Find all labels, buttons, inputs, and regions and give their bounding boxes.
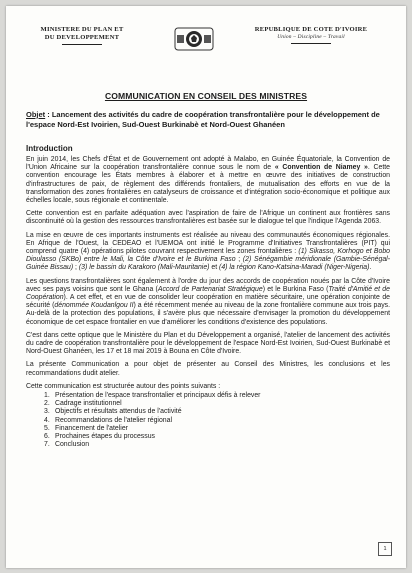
paragraph-6: La présente Communication a pour objet de présenter au Conseil des Ministres, les conclusions et les recommandations dudit atelier. bbox=[26, 361, 390, 377]
list-item bbox=[44, 417, 390, 425]
list-item-number: 4. bbox=[44, 416, 50, 424]
p3-sep-3: et bbox=[209, 264, 220, 272]
p3-sep-2: ; bbox=[73, 264, 79, 272]
page-number: 1 bbox=[378, 542, 392, 556]
p3-zone-1: (1) Sikasso, Korhogo et Bobo Dioulasso (SKBo) entre le Mali, la Côte d'Ivoire et le Burkina Faso bbox=[26, 248, 391, 264]
p1-text-c: . Cette convention encourage les États membres à élaborer et à mettre en œuvre des initiatives de construction d'infrastructures de paix, de règlement des différends frontaliers, de mutualisation des efforts en vue de la transformation des zones frontalières en catalyseurs de croissance et d'intégration socio-économique et politique aux échelles locale, sous régionale et continentale. bbox=[26, 164, 390, 205]
paragraph-5: C'est dans cette optique que le Ministère du Plan et du Développement a organisé, l'atelier de lancement des activités du cadre de coopération transfrontalière pour le développement de l'espace Nord-Est Ivoirien, Sud-Ouest Burkinabè et Nord-Ouest Ghanéen, les 17 et 18 mai 2019 à Bouna en Côte d'Ivoire. bbox=[26, 331, 390, 356]
republic-header bbox=[236, 26, 386, 44]
ministry-header bbox=[30, 26, 134, 45]
coat-of-arms-icon bbox=[174, 26, 214, 52]
p4-text-a: Les questions transfrontalières sont également à l'ordre du jour des accords de coopération noués par la Côte d'Ivoire avec ses pays voisins que sont le Ghana ( bbox=[26, 277, 390, 293]
list-item bbox=[44, 433, 390, 441]
list-item-number: 3. bbox=[44, 408, 50, 416]
list-item bbox=[44, 400, 390, 408]
list-item-text: Prochaines étapes du processus bbox=[55, 433, 155, 441]
list-item bbox=[44, 441, 390, 449]
p1-convention-name: « Convention de Niamey » bbox=[274, 164, 368, 172]
subject-text: : Lancement des activités du cadre de coopération transfrontalière pour le développement de l'espace Nord-Est Ivoirien, Sud-Ouest Burkinabè et Nord-Ouest Ghanéen bbox=[26, 110, 380, 129]
republic-motto: Union – Discipline – Travail bbox=[277, 34, 345, 40]
document-body bbox=[26, 156, 390, 450]
list-item-number: 5. bbox=[44, 424, 50, 432]
republic-name: REPUBLIQUE DE COTE D'IVOIRE bbox=[254, 26, 368, 33]
header-right-rule bbox=[291, 43, 331, 44]
p3-zone-4: (4) la région Kano-Katsina-Maradi (Niger-Nigeria) bbox=[219, 264, 370, 272]
p4-ghana-accord: Accord de Partenariat Stratégique bbox=[157, 285, 263, 293]
document-title: COMMUNICATION EN CONSEIL DES MINISTRES bbox=[104, 91, 308, 101]
p3-end: . bbox=[369, 264, 372, 272]
p4-text-e: ). A cet effet, et en vue de consolider leur coopération en matière sécuritaire, une opération conjointe de sécurité ( bbox=[26, 294, 390, 310]
p4-text-g: ) a été récemment menée au niveau de la zone frontalière commune aux trois pays. Au-delà de la protection des populations, il s'avère plus que nécessaire d'envisager la promotion du développement économique de cet espace frontalier en vue d'améliorer les conditions d'existence des populations. bbox=[26, 302, 391, 326]
p4-operation-name: dénommée Koudanlgou II bbox=[54, 302, 134, 310]
list-item-text: Objectifs et résultats attendus de l'activité bbox=[55, 408, 182, 416]
list-item bbox=[44, 408, 390, 416]
list-item-text: Cadrage institutionnel bbox=[55, 400, 122, 408]
p4-text-c: ) et le Burkina Faso ( bbox=[262, 285, 329, 293]
document-page bbox=[6, 6, 406, 568]
list-item-text: Présentation de l'espace transfrontalier et principaux défis à relever bbox=[55, 392, 261, 400]
list-item-number: 1. bbox=[44, 392, 50, 400]
subject-block bbox=[26, 110, 390, 129]
list-item-text: Financement de l'atelier bbox=[55, 424, 128, 432]
list-item-text: Conclusion bbox=[55, 441, 90, 449]
list-item bbox=[44, 392, 390, 400]
list-item bbox=[44, 425, 390, 433]
paragraph-4 bbox=[26, 278, 390, 327]
paragraph-7: Cette communication est structurée autour des points suivants : bbox=[26, 382, 221, 390]
list-item-text: Recommandations de l'atelier régional bbox=[55, 416, 172, 424]
list-item-number: 2. bbox=[44, 400, 50, 408]
structure-list bbox=[44, 392, 390, 449]
paragraph-2: Cette convention est en parfaite adéquation avec l'aspiration de faire de l'Afrique un continent aux frontières sans discontinuité où la gestion des ressources transfrontalières est basée sur le dialogue tel que l'indique l'Agenda 2063. bbox=[26, 210, 390, 226]
list-item-number: 6. bbox=[44, 433, 50, 441]
subject-label: Objet bbox=[26, 110, 46, 119]
paragraph-1 bbox=[26, 156, 390, 205]
ministry-name-line1: MINISTERE DU PLAN ET bbox=[40, 26, 124, 33]
paragraph-3 bbox=[26, 232, 390, 273]
list-item-number: 7. bbox=[44, 441, 50, 449]
p3-sep-1: ; bbox=[235, 256, 243, 264]
p3-zone-3: (3) le bassin du Karakoro (Mali-Mauritanie) bbox=[78, 264, 210, 272]
header-left-rule bbox=[62, 44, 102, 45]
ministry-name-line2: DU DEVELOPPEMENT bbox=[44, 34, 120, 41]
p3-zone-2: (2) Sénégambie méridionale (Gambie-Sénégal-Guinée Bissau) bbox=[26, 256, 391, 272]
introduction-heading: Introduction bbox=[26, 144, 73, 153]
p1-text-a: En juin 2014, les Chefs d'État et de Gouvernement ont adopté à Malabo, en Guinée Équatoriale, la Convention de l'Union Africaine sur la coopération transfrontalière connue sous le nom de bbox=[26, 156, 390, 172]
p4-burkina-treaty: Traité d'Amitié et de Coopération bbox=[26, 285, 390, 302]
p3-text-a: La mise en œuvre de ces importants instruments est réalisée au niveau des communautés économiques régionales. En Afrique de l'Ouest, la CEDEAO et l'UEMOA ont initié le Programme d'Initiatives Transfrontalières (PIT) qui comprend quatre (4) opérations pilotes couvrant respectivement les zones frontalières : bbox=[26, 231, 390, 256]
